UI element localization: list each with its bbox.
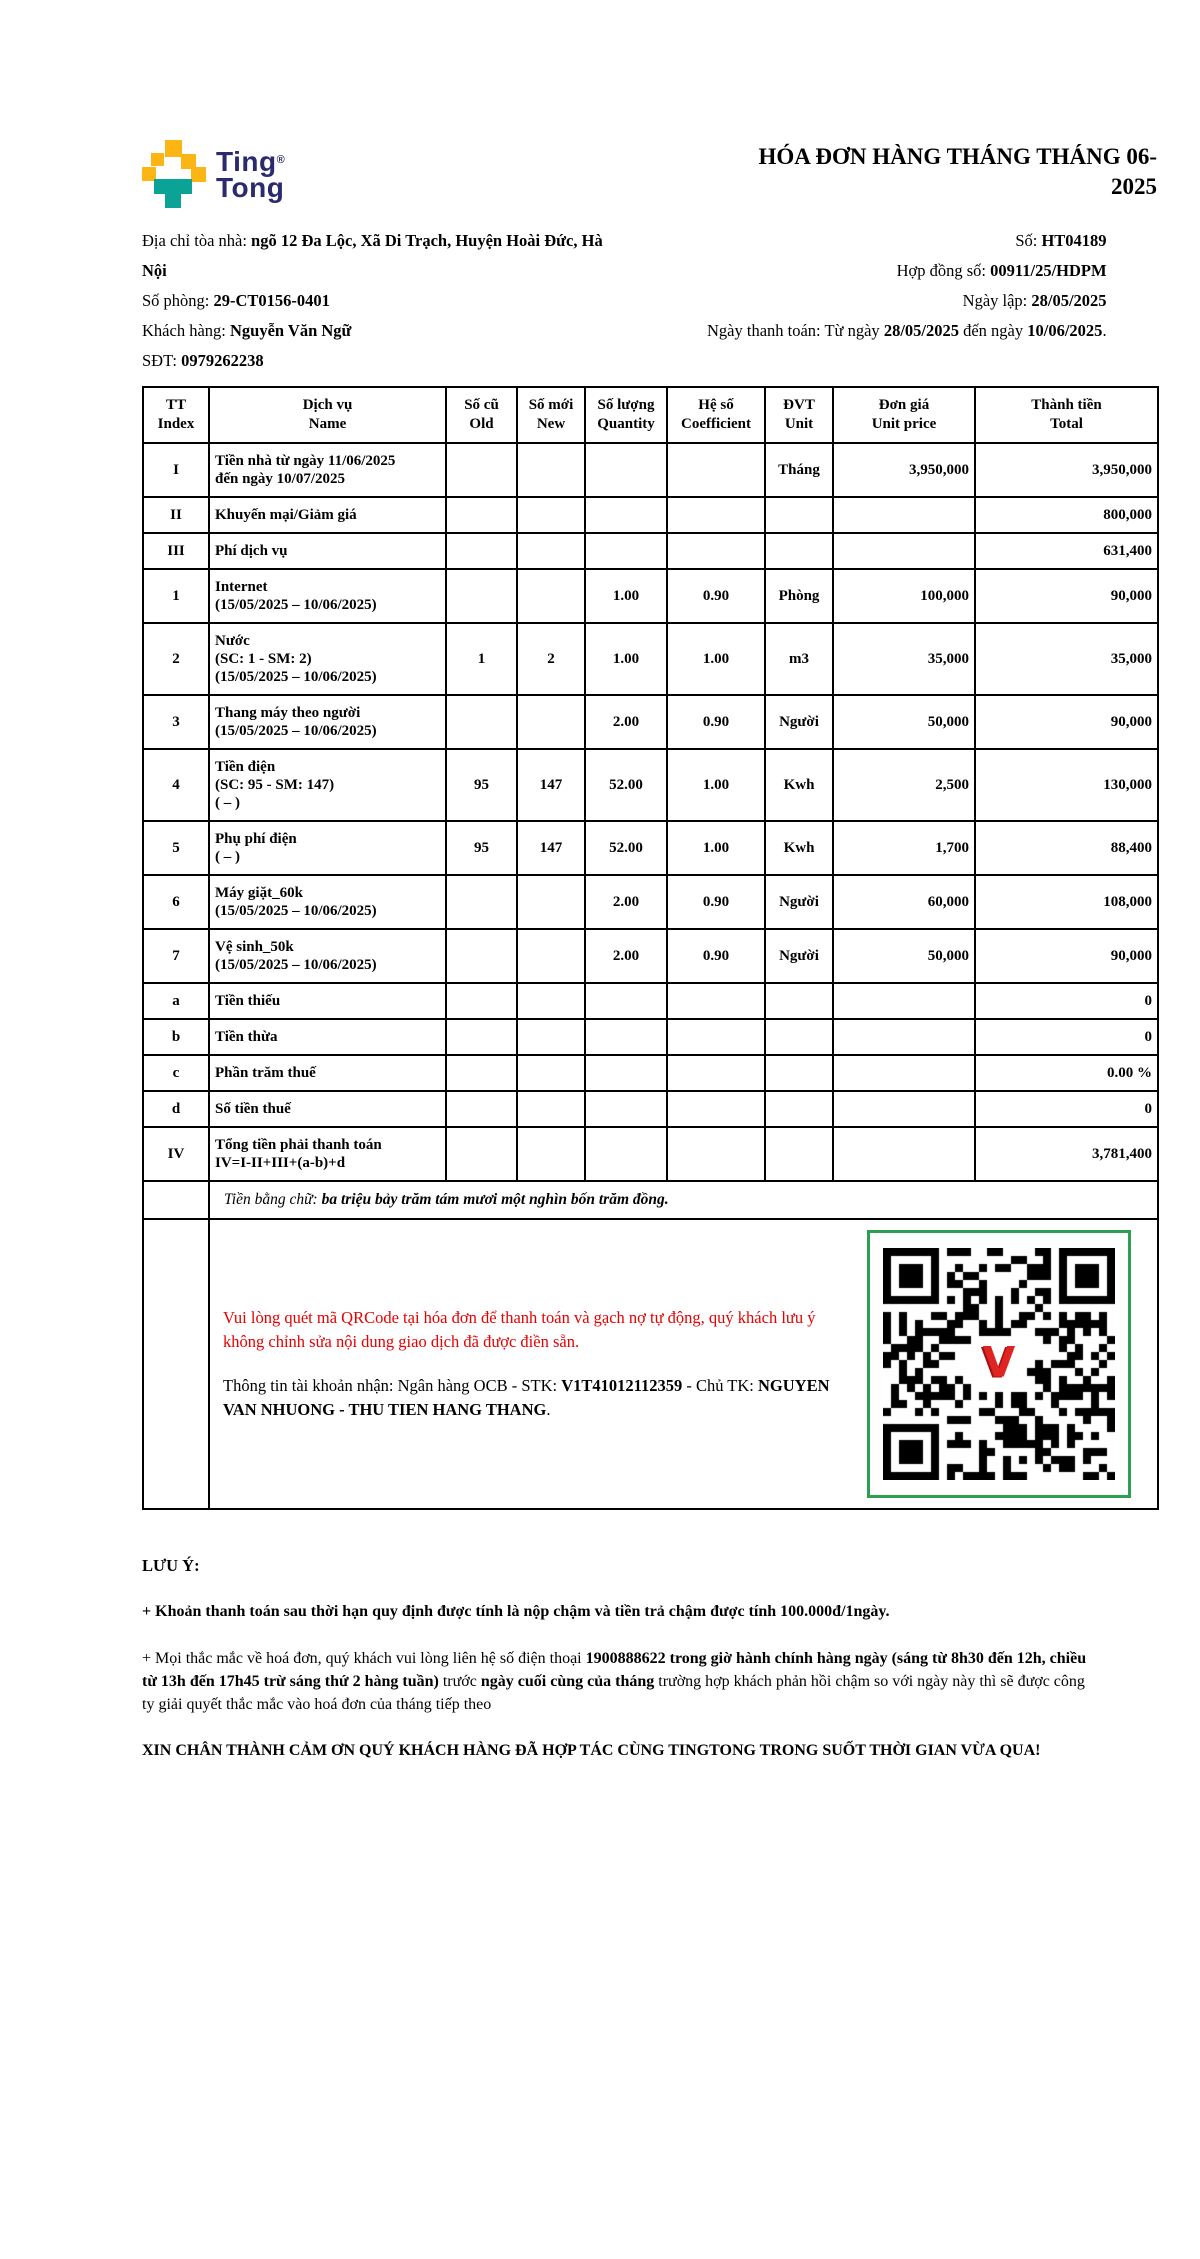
cell-quantity: 2.00 [585, 695, 667, 749]
cell-total: 0.00 % [975, 1055, 1158, 1091]
column-header: TT Index [143, 387, 209, 443]
cell-new-reading [517, 695, 585, 749]
info-left-column [142, 226, 707, 376]
empty-cell [143, 1219, 209, 1509]
cell-unit-price: 50,000 [833, 695, 975, 749]
table-row [143, 749, 1158, 821]
info-right-column [707, 226, 1179, 376]
cell-quantity [585, 1091, 667, 1127]
cell-total: 88,400 [975, 821, 1158, 875]
cell-unit: Người [765, 875, 833, 929]
cell-index: 4 [143, 749, 209, 821]
cell-service-name: Phụ phí điện ( – ) [209, 821, 446, 875]
cell-index: a [143, 983, 209, 1019]
info-line: Ngày thanh toán: Từ ngày 28/05/2025 đến ngày 10/06/2025. [707, 321, 1107, 340]
cell-unit: Người [765, 695, 833, 749]
cell-unit-price [833, 983, 975, 1019]
cell-new-reading: 2 [517, 623, 585, 695]
cell-service-name: Internet (15/05/2025 – 10/06/2025) [209, 569, 446, 623]
cell-total: 800,000 [975, 497, 1158, 533]
cell-coefficient [667, 497, 765, 533]
amount-in-words-row [143, 1181, 1158, 1219]
cell-quantity: 52.00 [585, 821, 667, 875]
note-late-payment: + Khoản thanh toán sau thời hạn quy định được tính là nộp chậm và tiền trả chậm được tính 100.000đ/1ngày. [142, 1603, 890, 1620]
cell-unit-price: 1,700 [833, 821, 975, 875]
cell-new-reading [517, 1019, 585, 1055]
cell-new-reading [517, 1127, 585, 1181]
cell-unit-price [833, 1055, 975, 1091]
cell-index: 1 [143, 569, 209, 623]
cell-quantity [585, 497, 667, 533]
cell-unit-price: 2,500 [833, 749, 975, 821]
cell-coefficient: 0.90 [667, 929, 765, 983]
cell-service-name: Tiền thiếu [209, 983, 446, 1019]
cell-index: d [143, 1091, 209, 1127]
column-header: Dịch vụ Name [209, 387, 446, 443]
cell-unit-price [833, 1019, 975, 1055]
tingtong-logo-text [216, 147, 285, 201]
cell-quantity: 2.00 [585, 875, 667, 929]
cell-new-reading [517, 983, 585, 1019]
info-line: Số phòng: 29-CT0156-0401 [142, 291, 330, 310]
cell-quantity: 2.00 [585, 929, 667, 983]
cell-quantity [585, 443, 667, 497]
cell-new-reading [517, 569, 585, 623]
cell-quantity [585, 1055, 667, 1091]
cell-unit: m3 [765, 623, 833, 695]
logo-word-tong: Tong [216, 172, 285, 203]
column-header: Hệ số Coefficient [667, 387, 765, 443]
cell-coefficient: 0.90 [667, 875, 765, 929]
cell-unit [765, 1055, 833, 1091]
cell-old-reading [446, 1055, 517, 1091]
cell-new-reading [517, 1055, 585, 1091]
cell-coefficient [667, 983, 765, 1019]
cell-quantity: 52.00 [585, 749, 667, 821]
thank-you-note: XIN CHÂN THÀNH CẢM ƠN QUÝ KHÁCH HÀNG ĐÃ HỢP TÁC CÙNG TINGTONG TRONG SUỐT THỜI GIAN VỪA QUA! [142, 1742, 1041, 1759]
cell-new-reading: 147 [517, 749, 585, 821]
cell-new-reading [517, 929, 585, 983]
account-info-text: Thông tin tài khoản nhận: Ngân hàng OCB - STK: V1T41012112359 - Chủ TK: NGUYEN VAN NHUONG - THU TIEN HANG THANG. [223, 1376, 830, 1419]
cell-total: 90,000 [975, 569, 1158, 623]
cell-index: 3 [143, 695, 209, 749]
table-row [143, 1091, 1158, 1127]
cell-service-name: Vệ sinh_50k (15/05/2025 – 10/06/2025) [209, 929, 446, 983]
cell-old-reading [446, 695, 517, 749]
cell-index: II [143, 497, 209, 533]
cell-new-reading [517, 1091, 585, 1127]
cell-coefficient [667, 1055, 765, 1091]
column-header: ĐVT Unit [765, 387, 833, 443]
cell-total: 0 [975, 1091, 1158, 1127]
tingtong-logo [142, 140, 285, 208]
payment-instructions [210, 1306, 848, 1422]
cell-old-reading [446, 443, 517, 497]
cell-unit: Người [765, 929, 833, 983]
cell-unit-price [833, 497, 975, 533]
cell-index: 6 [143, 875, 209, 929]
cell-new-reading [517, 443, 585, 497]
table-row [143, 983, 1158, 1019]
cell-old-reading [446, 983, 517, 1019]
cell-quantity [585, 983, 667, 1019]
cell-index: 2 [143, 623, 209, 695]
cell-old-reading: 95 [446, 749, 517, 821]
cell-unit: Kwh [765, 821, 833, 875]
cell-unit: Phòng [765, 569, 833, 623]
cell-service-name: Thang máy theo người (15/05/2025 – 10/06/2025) [209, 695, 446, 749]
cell-old-reading [446, 497, 517, 533]
cell-index: 5 [143, 821, 209, 875]
cell-old-reading [446, 1127, 517, 1181]
cell-unit [765, 533, 833, 569]
cell-old-reading [446, 1019, 517, 1055]
table-row [143, 1127, 1158, 1181]
payment-qr-row [143, 1219, 1158, 1509]
table-row [143, 1019, 1158, 1055]
cell-unit-price: 35,000 [833, 623, 975, 695]
cell-total: 90,000 [975, 929, 1158, 983]
cell-service-name: Nước (SC: 1 - SM: 2) (15/05/2025 – 10/06/2025) [209, 623, 446, 695]
cell-total: 35,000 [975, 623, 1158, 695]
cell-index: I [143, 443, 209, 497]
info-line: Khách hàng: Nguyễn Văn Ngữ [142, 321, 352, 340]
tingtong-logo-icon [142, 140, 206, 208]
table-row [143, 497, 1158, 533]
cell-coefficient [667, 443, 765, 497]
cell-unit-price: 60,000 [833, 875, 975, 929]
table-row [143, 533, 1158, 569]
cell-coefficient [667, 533, 765, 569]
cell-quantity [585, 1019, 667, 1055]
cell-total: 631,400 [975, 533, 1158, 569]
cell-unit-price [833, 1091, 975, 1127]
table-row [143, 623, 1158, 695]
invoice-info [142, 226, 1157, 376]
cell-unit [765, 1127, 833, 1181]
info-line: Ngày lập: 28/05/2025 [962, 291, 1107, 310]
empty-cell [143, 1181, 209, 1219]
cell-old-reading: 1 [446, 623, 517, 695]
cell-index: 7 [143, 929, 209, 983]
cell-index: b [143, 1019, 209, 1055]
cell-coefficient: 1.00 [667, 623, 765, 695]
notes-heading: LƯU Ý: [142, 1556, 200, 1575]
cell-service-name: Tiền thừa [209, 1019, 446, 1055]
info-line: Địa chỉ tòa nhà: ngõ 12 Đa Lộc, Xã Di Trạch, Huyện Hoài Đức, Hà [142, 231, 603, 250]
cell-new-reading: 147 [517, 821, 585, 875]
cell-service-name: Máy giặt_60k (15/05/2025 – 10/06/2025) [209, 875, 446, 929]
page-title: HÓA ĐƠN HÀNG THÁNG THÁNG 06- 2025 [758, 144, 1157, 199]
cell-coefficient: 1.00 [667, 821, 765, 875]
cell-index: IV [143, 1127, 209, 1181]
invoice-table [142, 386, 1159, 1510]
footer-notes [142, 1556, 1092, 1763]
vietqr-v-icon: V [982, 1337, 1016, 1387]
cell-coefficient [667, 1127, 765, 1181]
table-row [143, 875, 1158, 929]
registered-mark: ® [276, 154, 286, 166]
qr-notice-text: Vui lòng quét mã QRCode tại hóa đơn để thanh toán và gạch nợ tự động, quý khách lưu ý không chỉnh sửa nội dung giao dịch đã được điền sẵn. [223, 1308, 816, 1351]
table-row [143, 695, 1158, 749]
cell-quantity: 1.00 [585, 623, 667, 695]
cell-coefficient [667, 1091, 765, 1127]
column-header: Thành tiền Total [975, 387, 1158, 443]
column-header: Số cũ Old [446, 387, 517, 443]
qr-code [867, 1230, 1131, 1498]
table-body [143, 443, 1158, 1181]
cell-service-name: Khuyến mại/Giảm giá [209, 497, 446, 533]
table-row [143, 929, 1158, 983]
amount-in-words-value: ba triệu bảy trăm tám mươi một nghìn bốn trăm đồng. [321, 1191, 669, 1208]
cell-unit [765, 1091, 833, 1127]
cell-new-reading [517, 875, 585, 929]
cell-index: III [143, 533, 209, 569]
header [142, 140, 1157, 208]
info-line: SĐT: 0979262238 [142, 351, 264, 370]
table-header-row [143, 387, 1158, 443]
cell-quantity [585, 533, 667, 569]
cell-unit-price [833, 533, 975, 569]
cell-unit-price: 100,000 [833, 569, 975, 623]
cell-coefficient: 0.90 [667, 695, 765, 749]
cell-total: 3,781,400 [975, 1127, 1158, 1181]
cell-old-reading [446, 929, 517, 983]
info-line: Hợp đồng số: 00911/25/HDPM [896, 261, 1107, 280]
note-hotline: + Mọi thắc mắc về hoá đơn, quý khách vui lòng liên hệ số điện thoại 1900888622 trong giờ hành chính hàng ngày (sáng từ 8h30 đến 12h, chiều từ 13h đến 17h45 trừ sáng thứ 2 hàng tuần) trước ngày cuối cùng của tháng trường hợp khách phản hồi chậm so với ngày này thì sẽ được công ty giải quyết thắc mắc vào hoá đơn của tháng tiếp theo [142, 1650, 1087, 1713]
cell-unit-price: 3,950,000 [833, 443, 975, 497]
cell-total: 3,950,000 [975, 443, 1158, 497]
cell-total: 130,000 [975, 749, 1158, 821]
cell-service-name: Phí dịch vụ [209, 533, 446, 569]
cell-old-reading [446, 533, 517, 569]
info-line: Số: HT04189 [1015, 231, 1107, 250]
cell-service-name: Tiền điện (SC: 95 - SM: 147) ( – ) [209, 749, 446, 821]
cell-coefficient [667, 1019, 765, 1055]
cell-unit: Tháng [765, 443, 833, 497]
cell-service-name: Phần trăm thuế [209, 1055, 446, 1091]
info-line: Nội [142, 261, 167, 280]
cell-total: 90,000 [975, 695, 1158, 749]
cell-unit [765, 983, 833, 1019]
cell-quantity [585, 1127, 667, 1181]
amount-in-words-cell [209, 1181, 1158, 1219]
payment-qr-cell [209, 1219, 1158, 1509]
cell-unit-price: 50,000 [833, 929, 975, 983]
cell-service-name: Số tiền thuế [209, 1091, 446, 1127]
cell-index: c [143, 1055, 209, 1091]
table-row [143, 1055, 1158, 1091]
cell-service-name: Tổng tiền phải thanh toán IV=I-II+III+(a-b)+d [209, 1127, 446, 1181]
column-header: Số mới New [517, 387, 585, 443]
cell-old-reading [446, 1091, 517, 1127]
cell-new-reading [517, 497, 585, 533]
cell-unit: Kwh [765, 749, 833, 821]
cell-coefficient: 0.90 [667, 569, 765, 623]
cell-old-reading [446, 875, 517, 929]
cell-coefficient: 1.00 [667, 749, 765, 821]
table-row [143, 821, 1158, 875]
cell-quantity: 1.00 [585, 569, 667, 623]
column-header: Số lượng Quantity [585, 387, 667, 443]
cell-old-reading: 95 [446, 821, 517, 875]
cell-total: 108,000 [975, 875, 1158, 929]
column-header: Đơn giá Unit price [833, 387, 975, 443]
table-row [143, 443, 1158, 497]
cell-unit [765, 497, 833, 533]
cell-total: 0 [975, 1019, 1158, 1055]
cell-unit-price [833, 1127, 975, 1181]
cell-unit [765, 1019, 833, 1055]
logo-word-ting: Ting [216, 146, 277, 177]
cell-old-reading [446, 569, 517, 623]
cell-service-name: Tiền nhà từ ngày 11/06/2025 đến ngày 10/07/2025 [209, 443, 446, 497]
cell-total: 0 [975, 983, 1158, 1019]
cell-new-reading [517, 533, 585, 569]
amount-in-words-label: Tiền bằng chữ: [224, 1191, 322, 1208]
table-row [143, 569, 1158, 623]
